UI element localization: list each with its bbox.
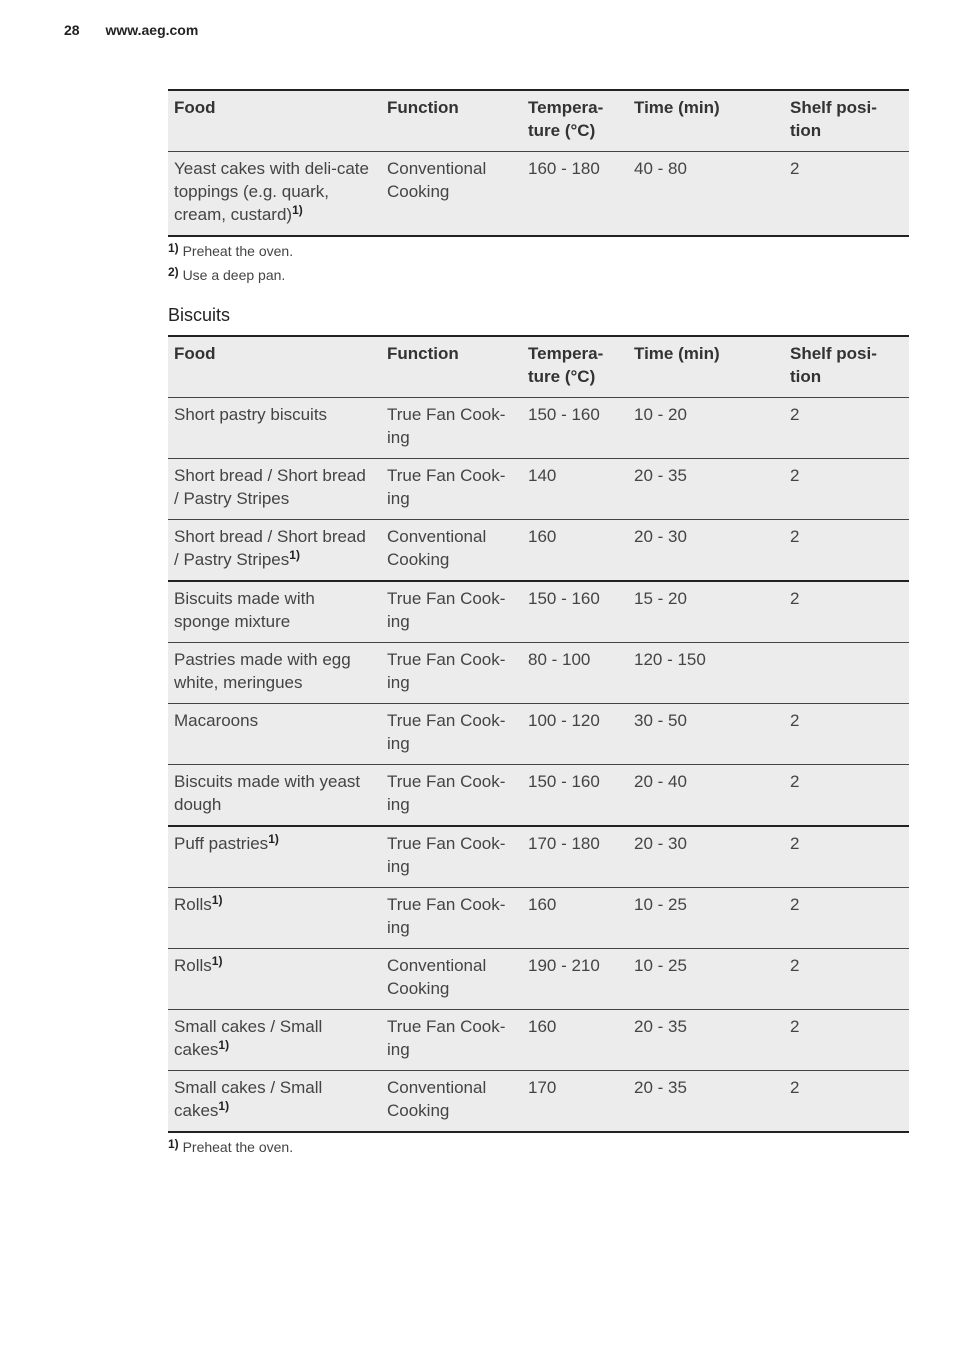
shelf-cell-text: 2: [790, 711, 800, 730]
temperature-cell-text: 150 - 160: [528, 772, 600, 791]
shelf-cell: [784, 704, 909, 765]
footnote-ref: 1): [292, 203, 303, 217]
shelf-cell: [784, 643, 909, 704]
shelf-cell-text: 2: [790, 159, 800, 178]
shelf-cell: [784, 1071, 909, 1133]
time-cell: [628, 581, 784, 643]
time-cell: [628, 888, 784, 949]
function-cell: [381, 152, 522, 237]
footnote-ref: 1): [289, 548, 300, 562]
food-cell-text: Biscuits made with sponge mixture: [174, 589, 315, 631]
food-cell: [168, 888, 381, 949]
food-cell: [168, 152, 381, 237]
function-cell: [381, 1010, 522, 1071]
time-cell-text: 20 - 35: [634, 1078, 687, 1097]
col-function: Function: [387, 98, 459, 117]
temperature-cell: [522, 643, 628, 704]
footnote-ref: 1): [268, 832, 279, 846]
table-row: [168, 704, 909, 765]
biscuits-table-block: [168, 335, 909, 1161]
food-cell-text: Pastries made with egg white, meringues: [174, 650, 351, 692]
function-cell-text: Conventional Cooking: [387, 527, 487, 569]
food-cell: [168, 459, 381, 520]
temperature-cell-text: 80 - 100: [528, 650, 591, 669]
time-cell: [628, 520, 784, 582]
shelf-cell: [784, 152, 909, 237]
footnote-text: Preheat the oven.: [182, 1139, 294, 1155]
shelf-cell-text: 2: [790, 527, 800, 546]
table-row: [168, 1010, 909, 1071]
food-cell-text: Rolls: [174, 956, 212, 975]
food-cell-text: Biscuits made with yeast dough: [174, 772, 361, 814]
table-row: [168, 520, 909, 582]
function-cell-text: True Fan Cook-ing: [387, 711, 506, 753]
time-cell-text: 40 - 80: [634, 159, 687, 178]
footnote-ref: 1): [211, 954, 223, 968]
food-cell: [168, 398, 381, 459]
time-cell-text: 20 - 30: [634, 527, 687, 546]
food-cell: [168, 1010, 381, 1071]
time-cell: [628, 949, 784, 1010]
page-number: 28: [64, 22, 80, 38]
food-cell-text: Small cakes / Small cakes: [174, 1017, 323, 1059]
function-cell-text: True Fan Cook-ing: [387, 466, 506, 508]
time-cell-text: 20 - 35: [634, 1017, 687, 1036]
table-row: [168, 398, 909, 459]
temperature-cell: [522, 704, 628, 765]
food-cell-text: Short bread / Short bread / Pastry Stripes: [174, 466, 366, 508]
function-cell-text: True Fan Cook-ing: [387, 650, 506, 692]
time-cell-text: 10 - 25: [634, 956, 687, 975]
function-cell: [381, 765, 522, 827]
footnote-ref: 1): [211, 893, 223, 907]
shelf-cell: [784, 581, 909, 643]
time-cell-text: 20 - 35: [634, 466, 687, 485]
footnote: [168, 1134, 909, 1161]
footnote-mark: 2): [168, 265, 179, 279]
footnote-text: Use a deep pan.: [182, 267, 286, 283]
footnotes: [168, 238, 909, 289]
footnote-mark: 1): [168, 241, 179, 255]
temperature-cell: [522, 888, 628, 949]
temperature-cell-text: 160: [528, 895, 557, 914]
food-cell: [168, 826, 381, 888]
food-cell: [168, 1071, 381, 1133]
biscuits-table: [168, 335, 909, 1133]
shelf-cell: [784, 398, 909, 459]
function-cell-text: Conventional Cooking: [387, 159, 487, 201]
col-temperature: Tempera-ture (°C): [528, 98, 604, 140]
temperature-cell-text: 150 - 160: [528, 589, 600, 608]
time-cell-text: 120 - 150: [634, 650, 706, 669]
col-time: Time (min): [634, 98, 720, 117]
site-url: www.aeg.com: [105, 22, 199, 38]
shelf-cell-text: 2: [790, 466, 800, 485]
temperature-cell-text: 170: [528, 1078, 557, 1097]
temperature-cell-text: 160: [528, 1017, 557, 1036]
time-cell: [628, 459, 784, 520]
function-cell: [381, 520, 522, 582]
function-cell-text: True Fan Cook-ing: [387, 1017, 506, 1059]
food-cell: [168, 765, 381, 827]
time-cell-text: 10 - 25: [634, 895, 687, 914]
function-cell: [381, 459, 522, 520]
temperature-cell: [522, 581, 628, 643]
col-food: Food: [174, 344, 216, 363]
time-cell: [628, 1071, 784, 1133]
function-cell-text: Conventional Cooking: [387, 1078, 487, 1120]
function-cell: [381, 643, 522, 704]
food-cell-text: Rolls: [174, 895, 212, 914]
page-header: [64, 22, 198, 38]
shelf-cell: [784, 459, 909, 520]
footnote-ref: 1): [218, 1099, 230, 1113]
temperature-cell: [522, 459, 628, 520]
shelf-cell-text: 2: [790, 589, 800, 608]
function-cell-text: Conventional Cooking: [387, 956, 487, 998]
temperature-cell: [522, 398, 628, 459]
shelf-cell-text: 2: [790, 1017, 800, 1036]
table-header-row: [168, 90, 909, 152]
temperature-cell-text: 190 - 210: [528, 956, 600, 975]
function-cell: [381, 888, 522, 949]
food-cell: [168, 520, 381, 582]
function-cell-text: True Fan Cook-ing: [387, 772, 506, 814]
time-cell: [628, 152, 784, 237]
col-temperature: Tempera-ture (°C): [528, 344, 604, 386]
function-cell: [381, 1071, 522, 1133]
temperature-cell-text: 170 - 180: [528, 834, 600, 853]
table-row: [168, 888, 909, 949]
function-cell: [381, 704, 522, 765]
yeast-cakes-table-block: [168, 89, 909, 289]
table-header-row: [168, 336, 909, 398]
shelf-cell: [784, 1010, 909, 1071]
temperature-cell-text: 160 - 180: [528, 159, 600, 178]
footnote-ref: 1): [218, 1038, 230, 1052]
food-cell: [168, 581, 381, 643]
temperature-cell: [522, 765, 628, 827]
footnote: [168, 262, 909, 289]
shelf-cell: [784, 765, 909, 827]
food-cell: [168, 949, 381, 1010]
shelf-cell-text: 2: [790, 956, 800, 975]
table-row: [168, 765, 909, 827]
shelf-cell: [784, 520, 909, 582]
time-cell-text: 20 - 40: [634, 772, 687, 791]
col-function: Function: [387, 344, 459, 363]
footnote: [168, 238, 909, 265]
col-time: Time (min): [634, 344, 720, 363]
time-cell-text: 20 - 30: [634, 834, 687, 853]
footnote-text: Preheat the oven.: [182, 243, 294, 259]
time-cell: [628, 643, 784, 704]
temperature-cell: [522, 520, 628, 582]
temperature-cell-text: 150 - 160: [528, 405, 600, 424]
food-cell-text: Macaroons: [174, 711, 259, 730]
table-row: [168, 643, 909, 704]
col-food: Food: [174, 98, 216, 117]
temperature-cell-text: 140: [528, 466, 557, 485]
temperature-cell: [522, 826, 628, 888]
time-cell-text: 15 - 20: [634, 589, 687, 608]
yeast-cakes-table: [168, 89, 909, 237]
temperature-cell-text: 160: [528, 527, 557, 546]
function-cell-text: True Fan Cook-ing: [387, 589, 506, 631]
function-cell: [381, 398, 522, 459]
time-cell-text: 10 - 20: [634, 405, 687, 424]
food-cell-text: Small cakes / Small cakes: [174, 1078, 323, 1120]
shelf-cell-text: 2: [790, 405, 800, 424]
shelf-cell-text: 2: [790, 834, 800, 853]
table-row: [168, 459, 909, 520]
temperature-cell: [522, 1010, 628, 1071]
shelf-cell: [784, 826, 909, 888]
shelf-cell-text: 2: [790, 1078, 800, 1097]
function-cell: [381, 949, 522, 1010]
temperature-cell-text: 100 - 120: [528, 711, 600, 730]
temperature-cell: [522, 949, 628, 1010]
time-cell-text: 30 - 50: [634, 711, 687, 730]
shelf-cell: [784, 888, 909, 949]
food-cell-text: Short pastry biscuits: [174, 405, 328, 424]
footnotes: [168, 1134, 909, 1161]
time-cell: [628, 398, 784, 459]
function-cell: [381, 581, 522, 643]
time-cell: [628, 1010, 784, 1071]
food-cell-text: Yeast cakes with deli-cate toppings (e.g. quark, cream, custard): [174, 159, 369, 224]
table-row: [168, 826, 909, 888]
col-shelf: Shelf posi-tion: [790, 98, 877, 140]
table-row: [168, 581, 909, 643]
shelf-cell-text: 2: [790, 772, 800, 791]
table-row: [168, 949, 909, 1010]
function-cell-text: True Fan Cook-ing: [387, 405, 506, 447]
food-cell-text: Puff pastries: [174, 834, 269, 853]
food-cell: [168, 704, 381, 765]
food-cell-text: Short bread / Short bread / Pastry Stripes: [174, 527, 366, 569]
function-cell-text: True Fan Cook-ing: [387, 895, 506, 937]
time-cell: [628, 765, 784, 827]
time-cell: [628, 704, 784, 765]
col-shelf: Shelf posi-tion: [790, 344, 877, 386]
table-row: [168, 1071, 909, 1133]
food-cell: [168, 643, 381, 704]
shelf-cell-text: 2: [790, 895, 800, 914]
temperature-cell: [522, 1071, 628, 1133]
footnote-mark: 1): [168, 1137, 179, 1151]
shelf-cell: [784, 949, 909, 1010]
temperature-cell: [522, 152, 628, 237]
function-cell: [381, 826, 522, 888]
table-row: [168, 152, 909, 237]
time-cell: [628, 826, 784, 888]
function-cell-text: True Fan Cook-ing: [387, 834, 506, 876]
section-title-biscuits: Biscuits: [168, 305, 231, 325]
